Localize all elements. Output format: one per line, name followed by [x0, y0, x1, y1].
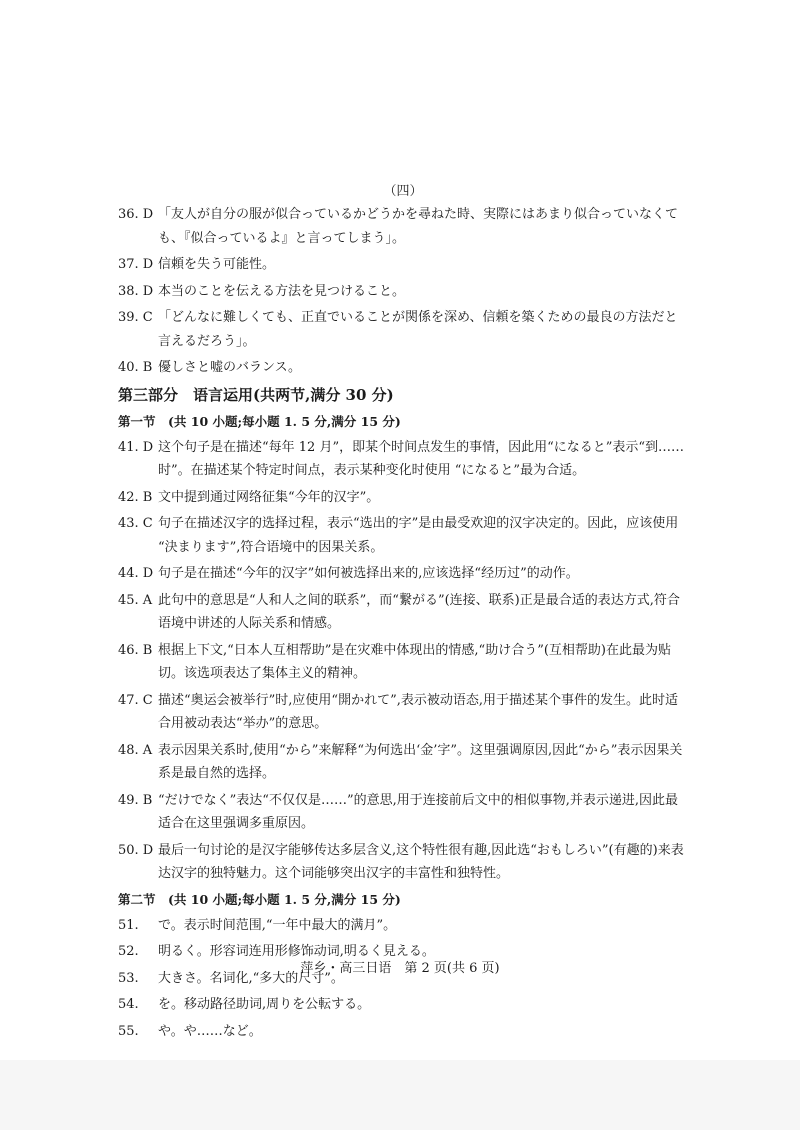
item-text: 文中提到通过网络征集“今年的汉字”。: [158, 489, 380, 505]
item-number: 36. D: [118, 207, 154, 222]
item-number: 46. B: [118, 642, 153, 658]
answer-item: [118, 203, 688, 250]
item-text: 大きさ。名词化,“多大的尺寸”。: [158, 970, 344, 986]
item-text: 根据上下文,“日本人互相帮助”是在灾难中体现出的情感,“助け合う”(互相帮助)在此最为贴切。该选项表达了集体主义的精神。: [158, 642, 671, 681]
answer-item: [118, 562, 688, 586]
item-text: や。や……など。: [158, 1023, 262, 1039]
item-number: 39. C: [118, 310, 153, 325]
answer-item: [118, 839, 688, 886]
item-text: で。表示时间范围,“一年中最大的满月”。: [158, 917, 397, 933]
answer-item: [118, 306, 688, 353]
item-number: 55.: [118, 1023, 139, 1039]
answer-item: [118, 512, 688, 559]
item-text: 这个句子是在描述“每年 12 月”，即某个时间点发生的事情，因此用“になると”表示“到……时”。在描述某个特定时间点，表示某种变化时使用 “になると”最为合适。: [158, 439, 685, 478]
item-number: 44. D: [118, 566, 154, 581]
answer-item: [118, 280, 688, 304]
item-text: 表示因果关系时,使用“から”来解释“为何选出‘金’字”。这里强调原因,因此“から”表示因果关系是最自然的选择。: [158, 742, 683, 781]
item-text: 描述“奥运会被举行”时,应使用“開かれて”,表示被动语态,用于描述某个事件的发生。此时适合用被动表达“举办”的意思。: [158, 692, 678, 731]
answer-item: [118, 436, 688, 483]
item-text: 句子是在描述“今年的汉字”如何被选择出来的,应该选择“经历过”的动作。: [158, 566, 579, 581]
item-number: 54.: [118, 997, 139, 1012]
answer-item: [118, 486, 688, 510]
answer-item: [118, 689, 688, 736]
item-text: を。移动路径助词,周りを公転する。: [158, 997, 371, 1012]
item-number: 38. D: [118, 283, 154, 299]
item-number: 50. D: [118, 842, 154, 858]
item-text: 優しさと嘘のバランス。: [158, 360, 302, 375]
item-number: 41. D: [118, 439, 154, 455]
item-number: 40. B: [118, 360, 153, 375]
answer-item: [118, 356, 688, 380]
part-label: （四）: [383, 184, 423, 199]
answer-item: [118, 739, 688, 786]
scan-bottom-band: [0, 1060, 800, 1130]
item-text: 「友人が自分の服が似合っているかどうかを尋ねた時、実際にはあまり似合っていなくても、『似合っているよ』と言ってしまう」。: [158, 207, 679, 246]
answer-item: [118, 914, 688, 938]
item-number: 49. B: [118, 792, 153, 808]
item-text: 此句中的意思是“人和人之间的联系”，而“繋がる”(连接、联系)正是最合适的表达方式,符合语境中讲述的人际关系和情感。: [158, 592, 680, 631]
item-number: 47. C: [118, 692, 153, 708]
item-text: 明るく。形容词连用形修饰动词,明るく見える。: [158, 944, 435, 959]
answer-item: [118, 639, 688, 686]
item-text: 「どんなに難しくても、正直でいることが関係を深め、信頼を築くための最良の方法だと言えるだろう」。: [158, 310, 678, 349]
item-number: 42. B: [118, 489, 153, 505]
answer-content: [118, 181, 688, 1046]
item-number: 52.: [118, 944, 139, 959]
item-number: 43. C: [118, 516, 153, 531]
item-number: 48. A: [118, 742, 153, 758]
item-text: 句子在描述汉字的选择过程，表示“选出的字”是由最受欢迎的汉字决定的。因此，应该使用 “決まります”,符合语境中的因果关系。: [158, 516, 679, 555]
answer-item: [118, 993, 688, 1017]
answer-item: [118, 1020, 688, 1044]
part3-heading: 第三部分 语言运用(共两节,满分 30 分): [118, 385, 394, 404]
answer-item: [118, 589, 688, 636]
section1-heading: 第一节 (共 10 小题;每小题 1. 5 分,满分 15 分): [118, 413, 401, 429]
item-text: 本当のことを伝える方法を見つけること。: [158, 283, 406, 299]
section2-heading: 第二节 (共 10 小题;每小题 1. 5 分,满分 15 分): [118, 891, 401, 907]
item-number: 53.: [118, 970, 139, 986]
page-footer: 萍乡・高三日语 第 2 页(共 6 页): [300, 961, 500, 976]
answer-item: [118, 253, 688, 277]
item-text: 最后一句讨论的是汉字能够传达多层含义,这个特性很有趣,因此选“おもしろい”(有趣的)来表达汉字的独特魅力。这个词能够突出汉字的丰富性和独特性。: [158, 842, 684, 881]
item-text: 信頼を失う可能性。: [158, 257, 276, 272]
item-text: “だけでなく”表达“不仅仅是……”的意思,用于连接前后文中的相似事物,并表示递进,因此最适合在这里强调多重原因。: [158, 792, 678, 831]
item-number: 37. D: [118, 257, 154, 272]
item-number: 51.: [118, 917, 139, 933]
answer-item: [118, 789, 688, 836]
item-number: 45. A: [118, 592, 153, 608]
